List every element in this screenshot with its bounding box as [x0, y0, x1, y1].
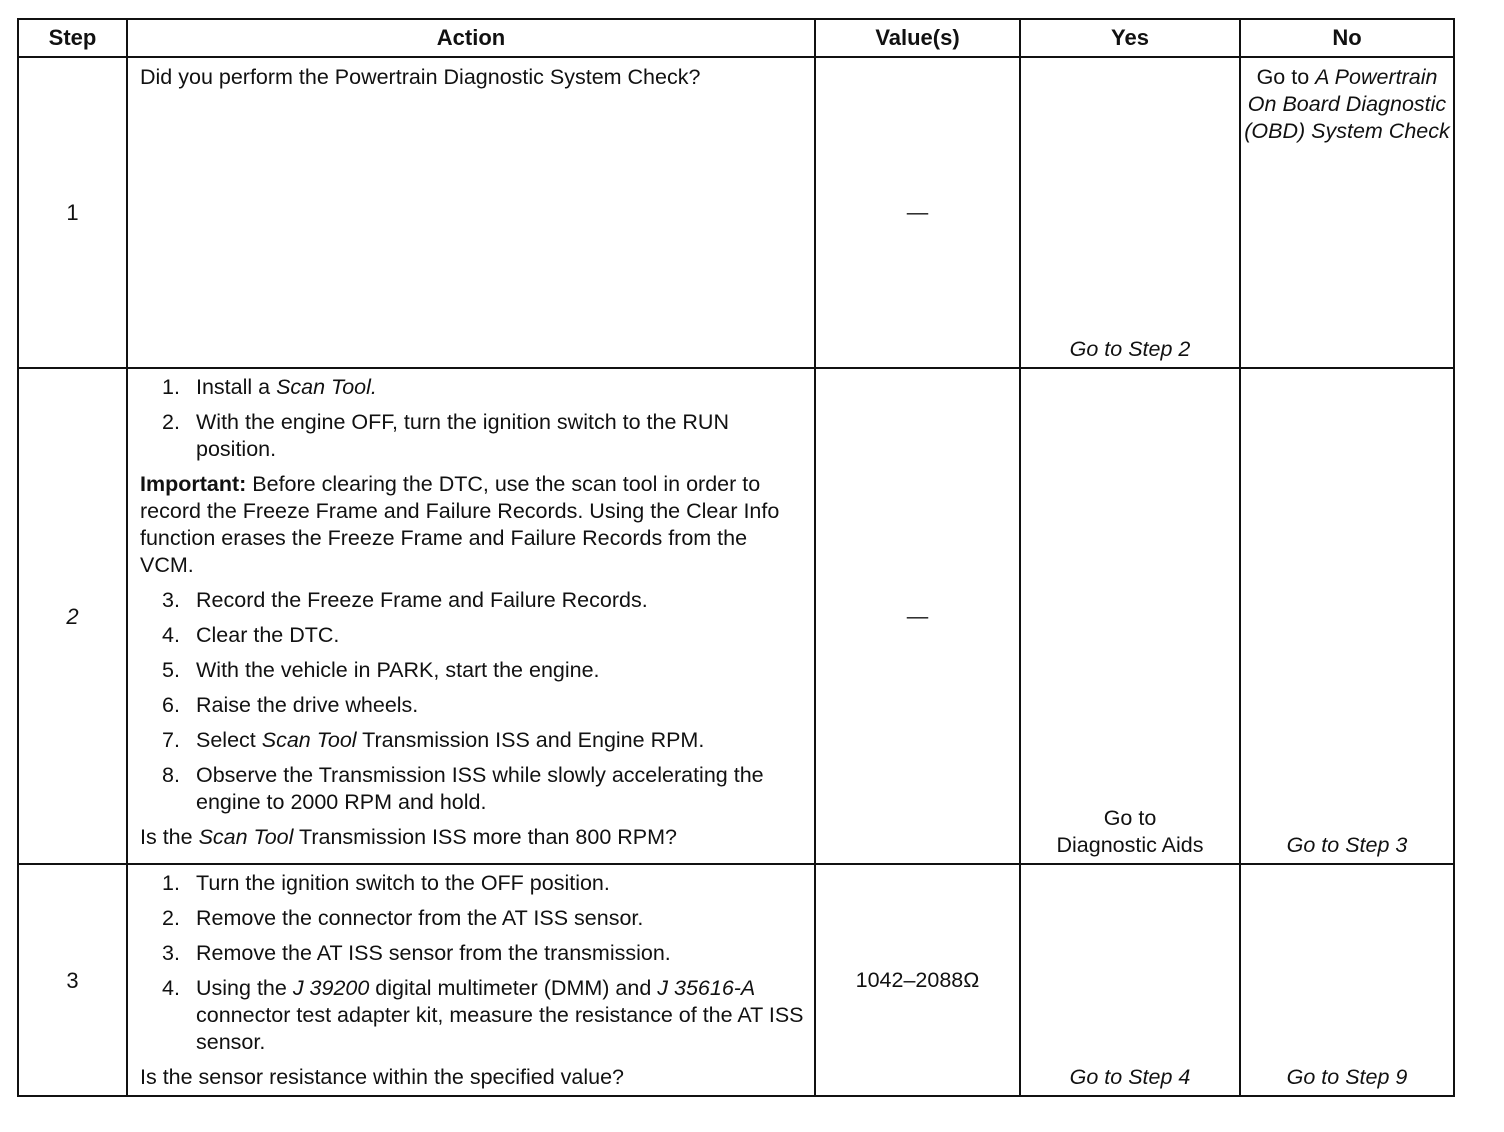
important-text: Before clearing the DTC, use the scan tool in order to record the Freeze Frame and Failure Records. Using the Clear Info function erases the Freeze Frame and Failure Records from the VCM. [140, 472, 780, 577]
important-label: Important: [140, 472, 247, 496]
table-row-step-1 [18, 57, 1454, 368]
list-item [162, 374, 804, 401]
list-item-number: 8. [162, 763, 180, 787]
question [140, 824, 804, 851]
step-number: 3 [18, 864, 127, 1096]
list-item [162, 870, 804, 897]
step-number: 1 [18, 57, 127, 368]
question-text: Is the [140, 825, 199, 849]
question: Is the sensor resistance within the specified value? [140, 1065, 625, 1089]
list-item-number: 2. [162, 906, 180, 930]
list-item [162, 905, 804, 932]
yes-line-1: Go to [1103, 806, 1157, 830]
list-item-number: 2. [162, 410, 180, 434]
header-values: Value(s) [815, 19, 1020, 57]
diagnostic-table-page [17, 18, 1455, 1097]
list-item-text: Remove the connector from the AT ISS sensor. [196, 906, 644, 930]
list-item [162, 975, 804, 1056]
diagnostic-table [17, 18, 1455, 1097]
list-item-number: 1. [162, 871, 180, 895]
header-action: Action [127, 19, 815, 57]
value-text: — [906, 200, 929, 224]
header-row [18, 19, 1454, 57]
value-cell: 1042–2088Ω [815, 864, 1020, 1096]
list-item [162, 657, 804, 684]
list-item-number: 1. [162, 375, 180, 399]
list-item [162, 762, 804, 816]
yes-cell: Go to Step 2 [1020, 57, 1240, 368]
list-item-text: Using the J 39200 digital multimeter (DMM) and J 35616-A connector test adapter kit, measure the resistance of the AT ISS sensor. [196, 976, 804, 1054]
numbered-list [140, 870, 804, 1056]
header-no: No [1240, 19, 1454, 57]
question-tool-name: Scan Tool [198, 825, 294, 849]
value-cell [815, 368, 1020, 864]
list-item [162, 727, 804, 754]
yes-cell: Go to Step 4 [1020, 864, 1240, 1096]
list-item-text: Remove the AT ISS sensor from the transmission. [196, 941, 671, 965]
question-text: Transmission ISS more than 800 RPM? [293, 825, 677, 849]
list-item-text: Clear the DTC. [196, 623, 340, 647]
value-cell [815, 57, 1020, 368]
action-cell [127, 368, 815, 864]
list-item-text: Install a Scan Tool. [196, 375, 377, 399]
step-number: 2 [18, 368, 127, 864]
value-text: — [906, 603, 929, 628]
list-item-text: Record the Freeze Frame and Failure Records. [196, 588, 648, 612]
yes-cell [1020, 368, 1240, 864]
numbered-list [140, 587, 804, 816]
list-item-text: Select Scan Tool Transmission ISS and Engine RPM. [196, 728, 705, 752]
yes-line-2: Diagnostic Aids [1056, 833, 1204, 857]
action-cell [127, 864, 815, 1096]
list-item [162, 587, 804, 614]
action-cell [127, 57, 815, 368]
list-item-text: With the vehicle in PARK, start the engine. [196, 658, 600, 682]
table-row-step-2 [18, 368, 1454, 864]
question: Did you perform the Powertrain Diagnostic System Check? [140, 65, 701, 89]
list-item-text: Turn the ignition switch to the OFF position. [196, 871, 610, 895]
list-item-text: Observe the Transmission ISS while slowly accelerating the engine to 2000 RPM and hold. [196, 763, 764, 814]
list-item-number: 6. [162, 693, 180, 717]
list-item-number: 4. [162, 976, 180, 1000]
no-cell: Go to Step 3 [1240, 368, 1454, 864]
list-item-text: With the engine OFF, turn the ignition switch to the RUN position. [196, 410, 729, 461]
list-item [162, 409, 804, 463]
list-item [162, 622, 804, 649]
no-cell [1240, 57, 1454, 368]
no-cell: Go to Step 9 [1240, 864, 1454, 1096]
list-item-number: 5. [162, 658, 180, 682]
list-item-number: 3. [162, 588, 180, 612]
list-item [162, 940, 804, 967]
numbered-list [140, 374, 804, 463]
no-prefix: Go to [1256, 65, 1310, 89]
no-link-text: A Powertrain On Board Diagnostic (OBD) System Check [1244, 65, 1450, 143]
important-note [140, 471, 804, 579]
list-item-number: 3. [162, 941, 180, 965]
header-step: Step [18, 19, 127, 57]
list-item [162, 692, 804, 719]
table-row-step-3 [18, 864, 1454, 1096]
header-yes: Yes [1020, 19, 1240, 57]
list-item-number: 7. [162, 728, 180, 752]
list-item-text: Raise the drive wheels. [196, 693, 419, 717]
list-item-number: 4. [162, 623, 180, 647]
